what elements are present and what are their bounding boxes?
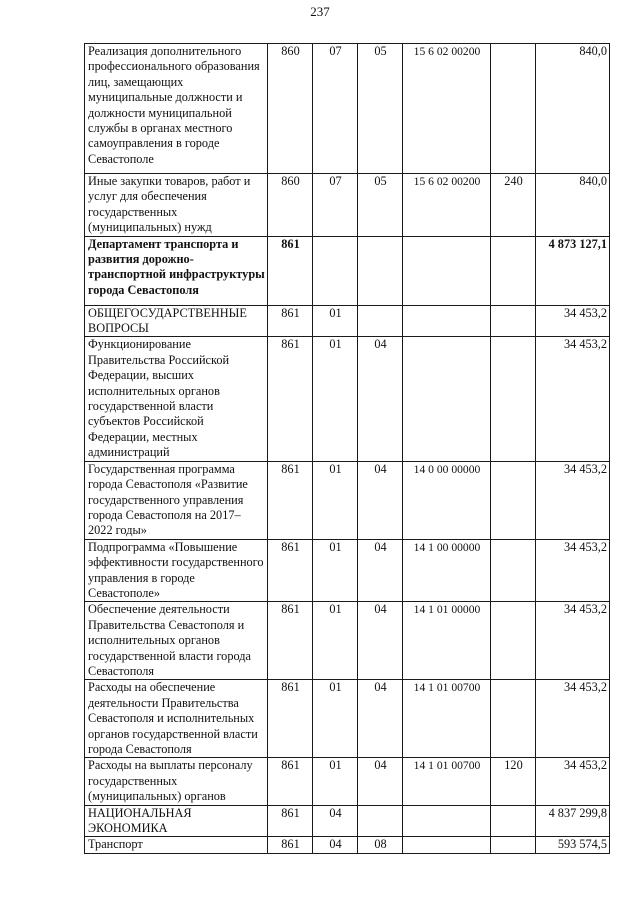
row-target-article <box>403 837 491 853</box>
row-target-article: 15 6 02 00200 <box>403 44 491 174</box>
row-target-article: 14 1 01 00000 <box>403 602 491 680</box>
row-expense-type <box>491 805 536 837</box>
row-ved-code: 861 <box>268 539 313 602</box>
row-name: Функционирование Правительства Российской Федерации, высших исполнительных органов государственной власти субъектов Российской Федерации, местных администраций <box>85 337 268 461</box>
table-row <box>85 602 610 680</box>
row-target-article: 14 1 01 00700 <box>403 758 491 805</box>
row-amount: 34 453,2 <box>536 305 610 337</box>
row-expense-type <box>491 236 536 305</box>
row-expense-type <box>491 44 536 174</box>
row-target-article: 14 1 01 00700 <box>403 680 491 758</box>
table-row <box>85 758 610 805</box>
row-subsection-code: 08 <box>358 837 403 853</box>
row-target-article <box>403 305 491 337</box>
row-target-article <box>403 236 491 305</box>
row-ved-code: 861 <box>268 337 313 461</box>
row-ved-code: 860 <box>268 44 313 174</box>
row-expense-type <box>491 602 536 680</box>
row-amount: 34 453,2 <box>536 758 610 805</box>
row-section-code: 01 <box>313 461 358 539</box>
row-expense-type <box>491 680 536 758</box>
row-ved-code: 861 <box>268 602 313 680</box>
row-expense-type <box>491 837 536 853</box>
row-amount: 4 873 127,1 <box>536 236 610 305</box>
row-expense-type: 120 <box>491 758 536 805</box>
row-target-article <box>403 337 491 461</box>
row-amount: 840,0 <box>536 174 610 237</box>
row-subsection-code: 04 <box>358 461 403 539</box>
table-row <box>85 305 610 337</box>
row-name: НАЦИОНАЛЬНАЯ ЭКОНОМИКА <box>85 805 268 837</box>
row-amount: 4 837 299,8 <box>536 805 610 837</box>
row-expense-type <box>491 461 536 539</box>
row-name: Обеспечение деятельности Правительства Севастополя и исполнительных органов государственной власти города Севастополя <box>85 602 268 680</box>
row-subsection-code <box>358 236 403 305</box>
row-section-code: 01 <box>313 680 358 758</box>
row-expense-type <box>491 539 536 602</box>
row-name: Государственная программа города Севастополя «Развитие государственного управления города Севастополя на 2017–2022 годы» <box>85 461 268 539</box>
row-subsection-code: 04 <box>358 539 403 602</box>
row-subsection-code: 05 <box>358 44 403 174</box>
row-amount: 34 453,2 <box>536 461 610 539</box>
row-name: Реализация дополнительного профессионального образования лиц, замещающих муниципальные должности и должности муниципальной службы в органах местного самоуправления в городе Севастополе <box>85 44 268 174</box>
budget-expenditure-table <box>84 43 610 854</box>
table-row <box>85 337 610 461</box>
row-target-article: 14 0 00 00000 <box>403 461 491 539</box>
row-section-code: 07 <box>313 174 358 237</box>
page-number: 237 <box>310 4 330 19</box>
table-row <box>85 837 610 853</box>
table-row <box>85 680 610 758</box>
row-section-code: 01 <box>313 305 358 337</box>
row-section-code: 04 <box>313 837 358 853</box>
row-subsection-code <box>358 305 403 337</box>
row-name: Подпрограмма «Повышение эффективности государственного управления в городе Севастополе» <box>85 539 268 602</box>
row-amount: 840,0 <box>536 44 610 174</box>
row-subsection-code: 04 <box>358 758 403 805</box>
row-ved-code: 861 <box>268 837 313 853</box>
row-amount: 34 453,2 <box>536 539 610 602</box>
row-section-code: 07 <box>313 44 358 174</box>
row-amount: 34 453,2 <box>536 680 610 758</box>
row-ved-code: 861 <box>268 758 313 805</box>
row-target-article: 15 6 02 00200 <box>403 174 491 237</box>
row-ved-code: 861 <box>268 805 313 837</box>
row-name: Департамент транспорта и развития дорожно-транспортной инфраструктуры города Севастополя <box>85 236 268 305</box>
table-row <box>85 805 610 837</box>
row-name: Иные закупки товаров, работ и услуг для обеспечения государственных (муниципальных) нужд <box>85 174 268 237</box>
row-subsection-code: 04 <box>358 602 403 680</box>
row-section-code <box>313 236 358 305</box>
row-section-code: 01 <box>313 337 358 461</box>
row-ved-code: 861 <box>268 680 313 758</box>
row-section-code: 01 <box>313 758 358 805</box>
row-subsection-code <box>358 805 403 837</box>
row-subsection-code: 04 <box>358 680 403 758</box>
table-row <box>85 44 610 174</box>
row-section-code: 04 <box>313 805 358 837</box>
row-ved-code: 861 <box>268 305 313 337</box>
row-name: Расходы на выплаты персоналу государственных (муниципальных) органов <box>85 758 268 805</box>
row-expense-type: 240 <box>491 174 536 237</box>
row-name: Расходы на обеспечение деятельности Правительства Севастополя и исполнительных органов государственной власти города Севастополя <box>85 680 268 758</box>
row-amount: 34 453,2 <box>536 602 610 680</box>
row-target-article <box>403 805 491 837</box>
row-section-code: 01 <box>313 602 358 680</box>
row-subsection-code: 05 <box>358 174 403 237</box>
table-row <box>85 236 610 305</box>
table-row <box>85 539 610 602</box>
table-row <box>85 461 610 539</box>
row-amount: 34 453,2 <box>536 337 610 461</box>
row-subsection-code: 04 <box>358 337 403 461</box>
row-ved-code: 861 <box>268 461 313 539</box>
row-ved-code: 861 <box>268 236 313 305</box>
row-name: Транспорт <box>85 837 268 853</box>
row-name: ОБЩЕГОСУДАРСТВЕННЫЕ ВОПРОСЫ <box>85 305 268 337</box>
row-target-article: 14 1 00 00000 <box>403 539 491 602</box>
row-expense-type <box>491 337 536 461</box>
row-ved-code: 860 <box>268 174 313 237</box>
row-expense-type <box>491 305 536 337</box>
row-amount: 593 574,5 <box>536 837 610 853</box>
table-row <box>85 174 610 237</box>
row-section-code: 01 <box>313 539 358 602</box>
